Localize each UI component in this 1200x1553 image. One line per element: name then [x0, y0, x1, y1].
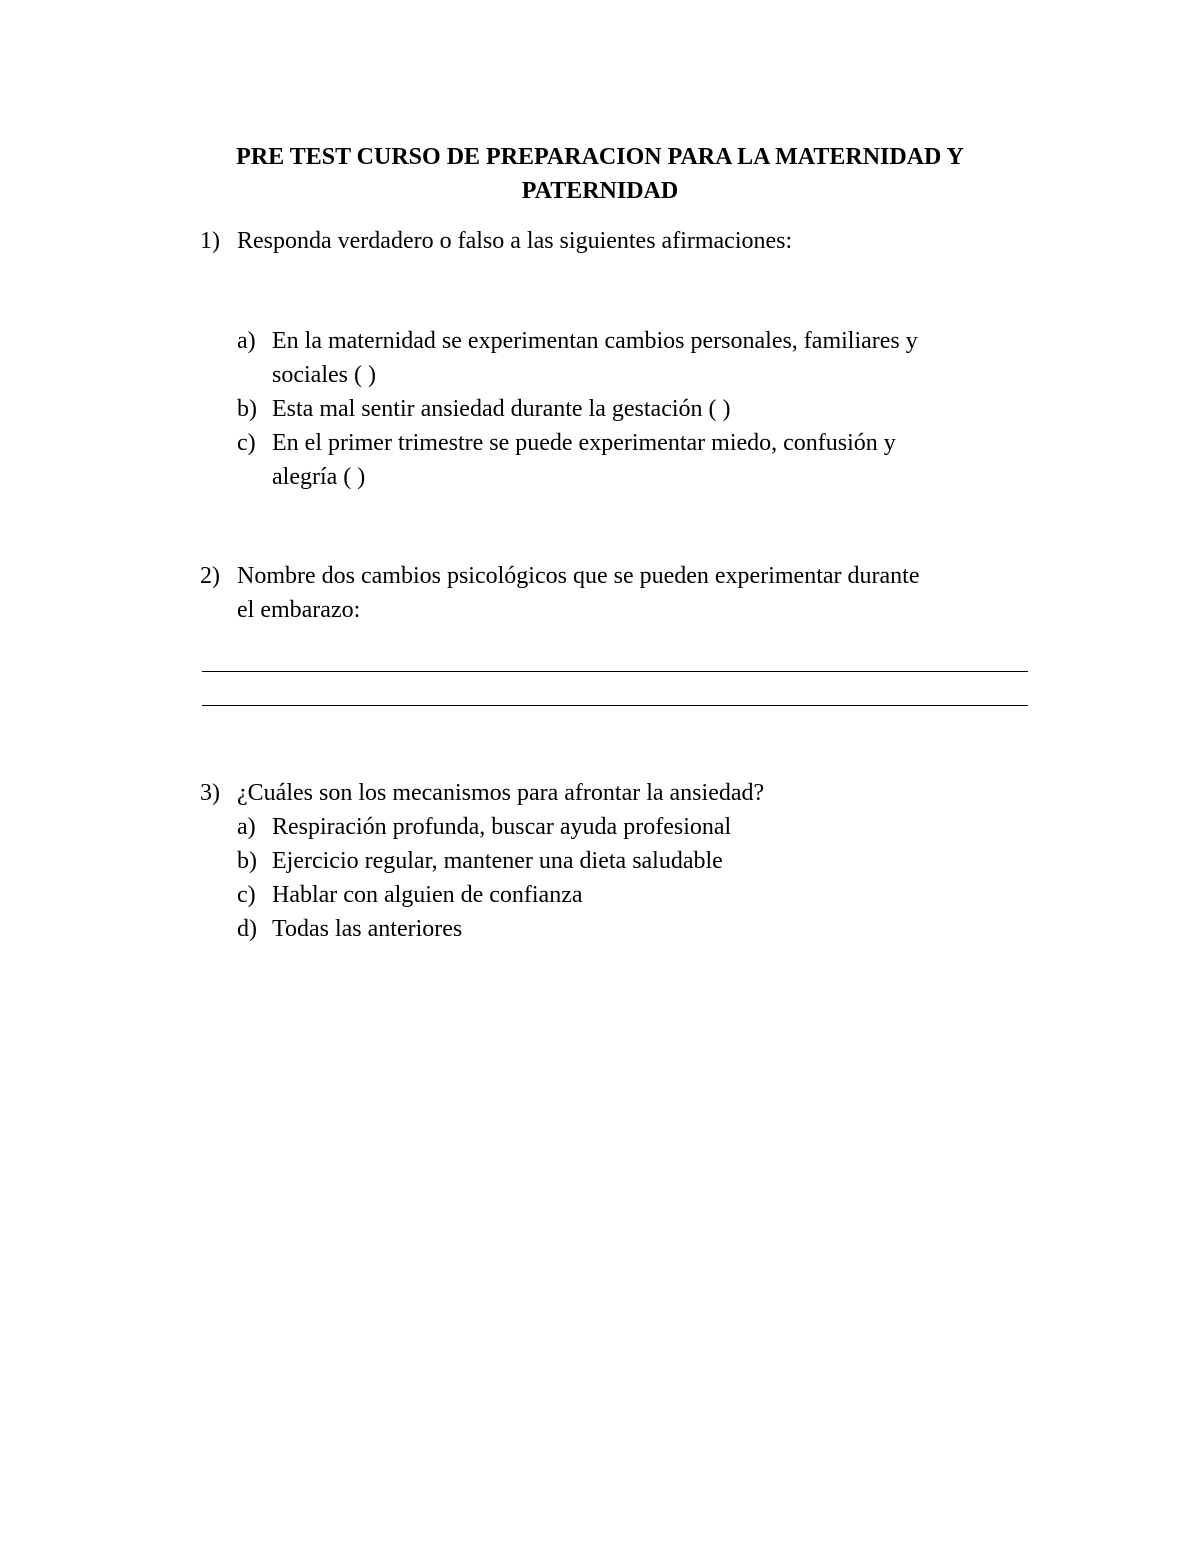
question-1-item-c-text-line-1: En el primer trimestre se puede experimentar miedo, confusión y [272, 430, 896, 456]
answer-line-2[interactable] [202, 705, 1028, 706]
question-2-text-line-1: Nombre dos cambios psicológicos que se pueden experimentar durante [237, 563, 920, 589]
question-3-number: 3) [200, 780, 220, 806]
question-2-number: 2) [200, 563, 220, 589]
question-3-text: ¿Cuáles son los mecanismos para afrontar la ansiedad? [237, 780, 765, 806]
question-1-item-b-text: Esta mal sentir ansiedad durante la gestación ( ) [272, 396, 731, 422]
question-3-option-d-label: d) [237, 916, 257, 942]
question-3-option-d-text: Todas las anteriores [272, 916, 463, 942]
answer-line-1[interactable] [202, 671, 1028, 672]
question-1-number: 1) [200, 228, 220, 254]
question-1-item-a-label: a) [237, 328, 256, 354]
question-3-option-c-label: c) [237, 882, 256, 908]
question-3-option-a-text: Respiración profunda, buscar ayuda profesional [272, 814, 732, 840]
question-3-option-c-text: Hablar con alguien de confianza [272, 882, 583, 908]
question-3-option-a-label: a) [237, 814, 256, 840]
question-2-text-line-2: el embarazo: [237, 597, 361, 623]
question-1-item-c-text-line-2: alegría ( ) [272, 464, 366, 490]
question-3-option-b-text: Ejercicio regular, mantener una dieta saludable [272, 848, 723, 874]
question-1-item-b-label: b) [237, 396, 257, 422]
document-title-line-2: PATERNIDAD [521, 178, 679, 204]
question-1-text: Responda verdadero o falso a las siguientes afirmaciones: [237, 228, 793, 254]
question-1-item-c-label: c) [237, 430, 256, 456]
question-1-item-a-text-line-1: En la maternidad se experimentan cambios personales, familiares y [272, 328, 918, 354]
question-1-item-a-text-line-2: sociales ( ) [272, 362, 376, 388]
document-title-line-1: PRE TEST CURSO DE PREPARACION PARA LA MATERNIDAD Y [236, 144, 964, 170]
question-3-option-b-label: b) [237, 848, 257, 874]
